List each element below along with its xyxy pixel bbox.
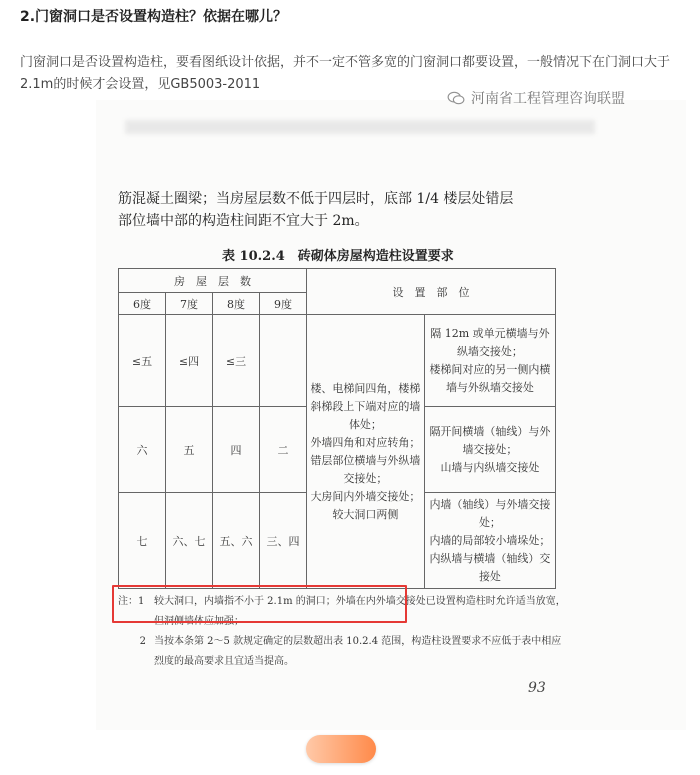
degree-6: 6度 [119,293,166,315]
table-cell: ≤三 [213,315,260,407]
wechat-icon [447,91,465,105]
watermark-text: 河南省工程管理咨询联盟 [471,91,625,107]
continue-button[interactable] [306,735,376,763]
right-location-cell: 内墙（轴线）与外墙交接处； 内墙的局部较小墙垛处； 内纵墙与横墙（轴线）交接处 [424,493,555,589]
document-line-1: 筋混凝土圈梁；当房屋层数不低于四层时，底部 1/4 楼层处错层 [118,191,514,207]
document-top-strip [125,120,595,134]
right-location-cell: 隔 12m 或单元横墙与外纵墙交接处； 楼梯间对应的另一侧内横墙与外纵墙交接处 [424,315,555,407]
middle-location-cell: 楼、电梯间四角，楼梯斜梯段上下端对应的墙体处； 外墙四角和对应转角； 错层部位横墙与外纵墙交接处； 大房间内外墙交接处； 较大洞口两侧 [307,315,425,589]
table-cell: ≤五 [119,315,166,407]
table-cell: ≤四 [166,315,213,407]
highlight-box [112,585,407,623]
table-cell: 七 [119,493,166,589]
answer-paragraph: 门窗洞口是否设置构造柱，要看图纸设计依据，并不一定不管多宽的门窗洞口都要设置，一般情况下在门洞口大于2.1m的时候才会设置，见GB5003-2011 [20,55,671,92]
table-cell: 六 [119,407,166,493]
table-cell: 五、六 [213,493,260,589]
question-title: 2.门窗洞口是否设置构造柱？依据在哪儿？ [20,9,288,25]
degree-8: 8度 [213,293,260,315]
table-cell: 二 [260,407,307,493]
table-cell: 四 [213,407,260,493]
page-number: 93 [528,680,546,696]
document-line-2: 部位墙中部的构造柱间距不宜大于 2m。 [118,213,369,229]
note-1-label: 注：1 [118,596,145,607]
table-title: 表 10.2.4 砖砌体房屋构造柱设置要求 [222,249,454,264]
table-cell: 三、四 [260,493,307,589]
note-2-text: 当按本条第 2～5 款规定确定的层数超出表 10.2.4 范围，构造柱设置要求不应低于表中相应烈度的最高要求且宜适当提高。 [154,636,562,667]
degree-7: 7度 [166,293,213,315]
location-header: 设 置 部 位 [307,269,556,315]
table-cell [260,315,307,407]
watermark [447,88,625,108]
spec-table [118,268,556,589]
note-1-text: 较大洞口，内墙指不小于 2.1m 的洞口；外墙在内外墙交接处已设置构造柱时允许适当放宽，但洞侧墙体应加强； [154,596,566,627]
table-cell: 五 [166,407,213,493]
floors-header: 房 屋 层 数 [119,269,307,293]
note-2-label: 2 [139,636,146,647]
right-location-cell: 隔开间横墙（轴线）与外墙交接处； 山墙与内纵墙交接处 [424,407,555,493]
degree-9: 9度 [260,293,307,315]
table-cell: 六、七 [166,493,213,589]
note-2 [118,632,568,672]
